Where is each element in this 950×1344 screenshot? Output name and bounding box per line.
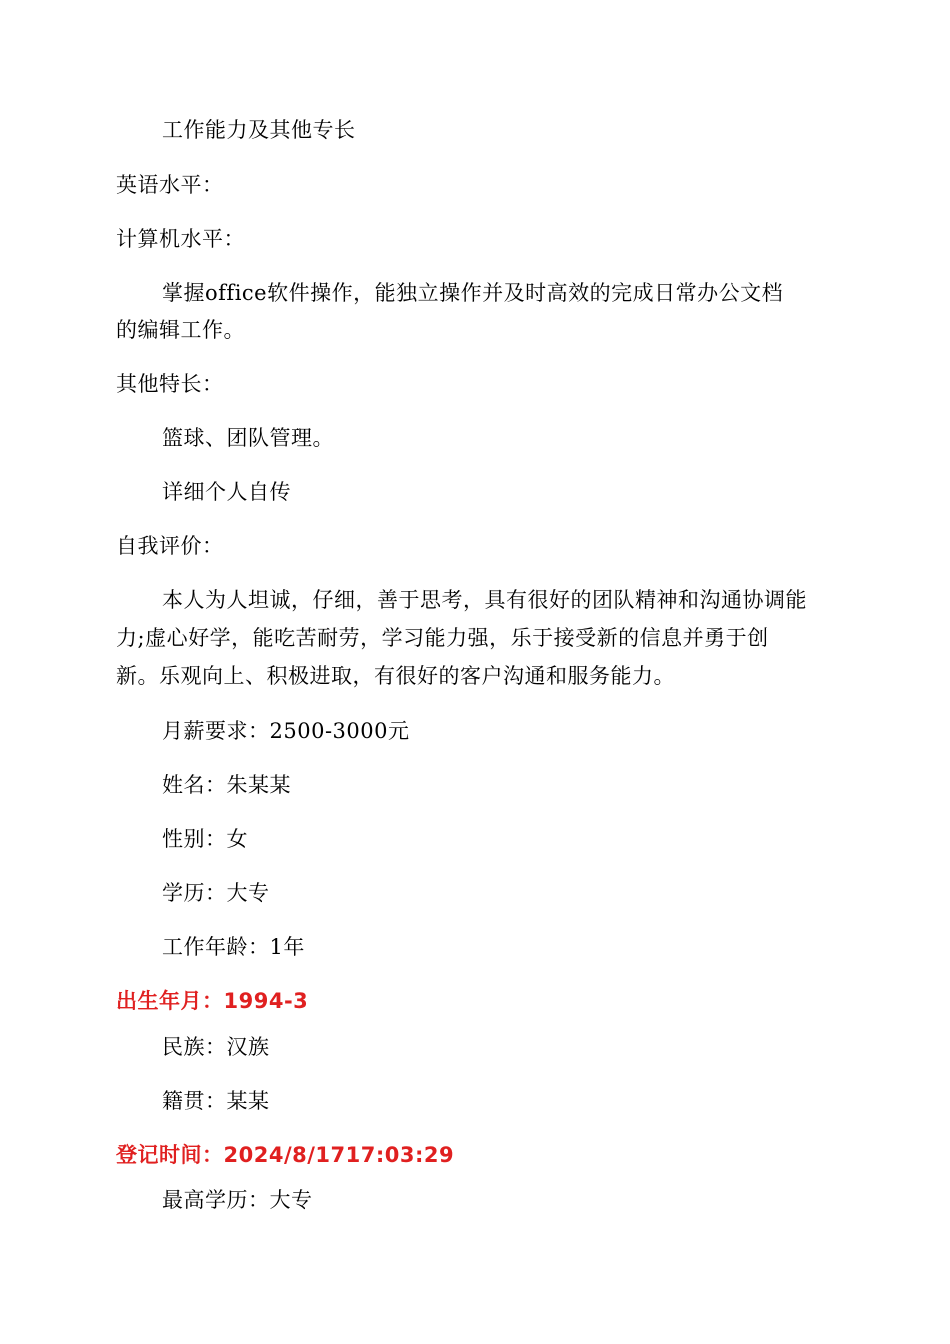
name-field: 姓名：朱某某 <box>162 773 291 797</box>
english-level-label: 英语水平： <box>116 173 224 197</box>
birth-date-field: 出生年月：1994-3 <box>116 989 309 1013</box>
work-years-field: 工作年龄：1年 <box>162 935 305 959</box>
self-eval-line-2: 力;虚心好学，能吃苦耐劳，学习能力强，乐于接受新的信息并勇于创 <box>116 626 769 650</box>
native-place-field: 籍贯：某某 <box>162 1089 270 1113</box>
salary-requirement: 月薪要求：2500-3000元 <box>162 719 410 743</box>
computer-desc-line-1: 掌握office软件操作，能独立操作并及时高效的完成日常办公文档 <box>162 281 784 305</box>
other-skills-value: 篮球、团队管理。 <box>162 426 334 450</box>
self-eval-label: 自我评价： <box>116 534 224 558</box>
gender-field: 性别：女 <box>162 827 248 851</box>
register-time-field: 登记时间：2024/8/1717:03:29 <box>116 1143 455 1167</box>
self-eval-line-3: 新。乐观向上、积极进取，有很好的客户沟通和服务能力。 <box>116 664 675 688</box>
computer-level-label: 计算机水平： <box>116 227 245 251</box>
computer-desc-line-2: 的编辑工作。 <box>116 318 245 342</box>
bio-heading: 详细个人自传 <box>162 480 291 504</box>
ethnicity-field: 民族：汉族 <box>162 1035 270 1059</box>
other-skills-label: 其他特长： <box>116 372 224 396</box>
education-field: 学历：大专 <box>162 881 270 905</box>
highest-education-field: 最高学历：大专 <box>162 1188 313 1212</box>
self-eval-line-1: 本人为人坦诚，仔细，善于思考，具有很好的团队精神和沟通协调能 <box>162 588 807 612</box>
skills-heading: 工作能力及其他专长 <box>162 118 356 142</box>
